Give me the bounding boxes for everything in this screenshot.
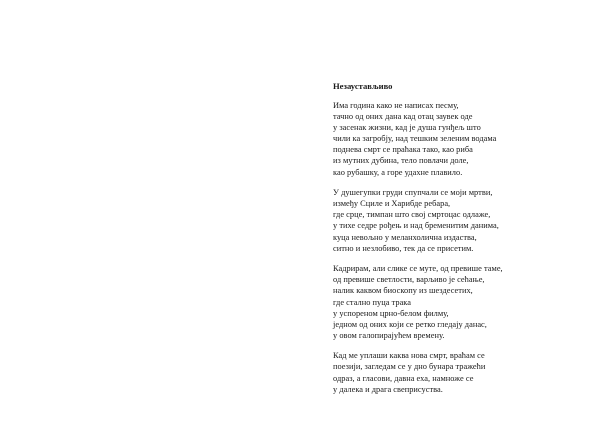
poem-line: тачно од оних дана кад отац заувек оде [333, 112, 473, 122]
poem-line: У душегупки груди спупчали се моји мртви, [333, 188, 493, 198]
poem-line: Кадрирам, али слике се муте, од превише таме, [333, 264, 503, 274]
poem-line: чили ка загробју, над тешким зеленим водама [333, 134, 497, 144]
stanza-1 [333, 100, 583, 178]
poem [333, 81, 583, 404]
poem-line: ситно и незлобиво, тек да се присетим. [333, 243, 474, 253]
poem-title: Незаустављиво [333, 81, 393, 91]
poem-line: куца невољно у меланхолична издаства, [333, 232, 477, 242]
poem-line: у тихе седре рођењ и над бременитим данима, [333, 221, 499, 231]
poem-line: где стално пуца трака [333, 297, 412, 307]
poem-line: поезији, загледам се у дно бунара тражећи [333, 362, 486, 372]
poem-line: у успореном црно-белом филму, [333, 308, 449, 318]
poem-line: Има година како не написах песму, [333, 101, 459, 110]
poem-line: поднева смрт се праћака тако, као риба [333, 145, 473, 155]
stanza-3 [333, 263, 583, 341]
stanza-4 [333, 350, 583, 394]
poem-line: једном од оних који се ретко гледају данас, [333, 319, 487, 329]
stanza-2 [333, 187, 583, 254]
poem-line: у овом галопирајућем времену. [333, 330, 445, 340]
poem-line: између Сциле и Харибде ребара, [333, 199, 451, 209]
poem-line: у далека и драга свеприсуства. [333, 384, 443, 394]
poem-line: као рубашку, а горе удахне плавило. [333, 167, 463, 177]
poem-line: Кад ме уплаши каква нова смрт, враћам се [333, 351, 485, 361]
poem-line: из мутних дубина, тело повлачи доле, [333, 156, 469, 166]
poem-line: налик каквом биоскопу из шездесетих, [333, 286, 473, 296]
poem-line: где срце, тимпан што свој смртоцас одлаже, [333, 210, 491, 220]
poem-line: одраз, а гласови, давна еха, намноже се [333, 373, 474, 383]
poem-line: у засенак жизни, кад је душа гунђељ што [333, 123, 481, 133]
poem-line: од превише светлости, варљиво је сећање, [333, 275, 485, 285]
